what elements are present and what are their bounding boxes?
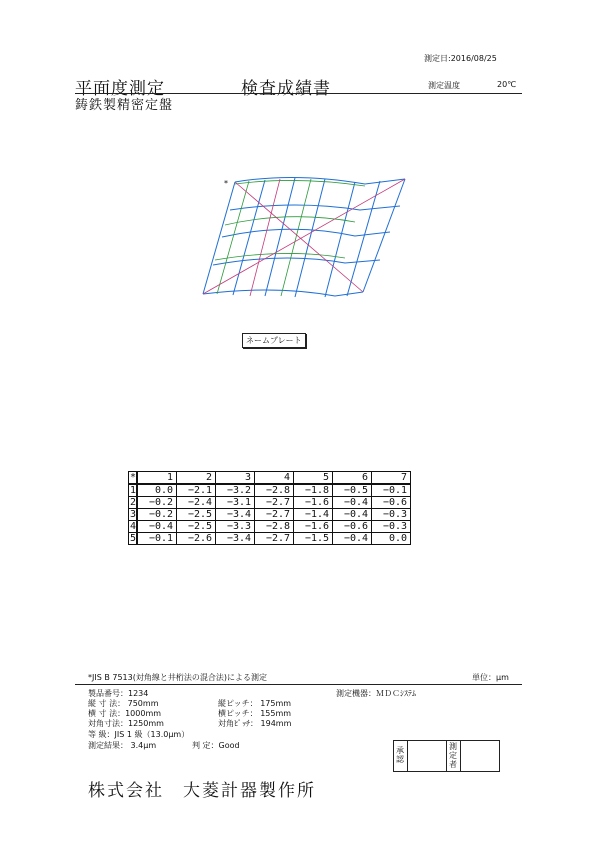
report-title: 検査成績書 xyxy=(241,79,331,99)
measure-date: 測定日:2016/08/25 xyxy=(424,54,497,63)
table-cell: −0.5 xyxy=(333,484,372,497)
table-row xyxy=(129,533,411,545)
table-cell: −2.7 xyxy=(255,497,294,509)
diagonal-pitch: 対角ﾋﾟｯﾁ： 194mm xyxy=(218,719,292,728)
measure-date-label: 測定日 xyxy=(424,54,448,63)
table-cell: −2.8 xyxy=(255,484,294,497)
row-header: 5 xyxy=(130,533,137,544)
table-row xyxy=(129,521,411,533)
temperature-label: 測定温度 xyxy=(428,81,460,90)
column-header: 3 xyxy=(216,472,255,485)
temperature-value: 20℃ xyxy=(497,80,517,89)
table-cell: −2.6 xyxy=(177,533,216,545)
table-cell: 0.0 xyxy=(137,484,177,497)
table-cell: −2.1 xyxy=(177,484,216,497)
table-cell: −2.8 xyxy=(255,521,294,533)
column-header: 7 xyxy=(372,472,411,485)
table-corner: * xyxy=(130,472,137,483)
row-header: 2 xyxy=(130,497,137,508)
corner-mark: * xyxy=(224,179,228,188)
column-header: 4 xyxy=(255,472,294,485)
table-cell: −0.4 xyxy=(333,497,372,509)
table-cell: −2.7 xyxy=(255,533,294,545)
approve-label-cell xyxy=(394,741,408,771)
table-cell: −3.4 xyxy=(216,509,255,521)
column-header: 5 xyxy=(294,472,333,485)
grade: 等 級：JIS 1 級（13.0μm） xyxy=(88,730,190,739)
page-title: 平面度測定 xyxy=(75,79,165,99)
table-header-row xyxy=(129,472,411,485)
table-cell: −0.3 xyxy=(372,509,411,521)
footer-rule xyxy=(75,684,522,685)
product-subtitle: 鋳鉄製精密定盤 xyxy=(75,98,174,113)
table-cell: −0.3 xyxy=(372,521,411,533)
table-cell: −0.2 xyxy=(137,509,177,521)
table-cell: −2.4 xyxy=(177,497,216,509)
company-name: 株式会社 大菱計器製作所 xyxy=(88,781,316,801)
length-dimension: 縦 寸 法： 750mm xyxy=(88,699,159,708)
measurer-label-cell xyxy=(447,741,461,771)
row-header: 1 xyxy=(130,485,137,496)
table-cell: −0.1 xyxy=(372,484,411,497)
table-cell: −0.6 xyxy=(333,521,372,533)
table-cell: −3.2 xyxy=(216,484,255,497)
table-cell: −2.5 xyxy=(177,509,216,521)
table-cell: −1.4 xyxy=(294,509,333,521)
column-header: 1 xyxy=(137,472,177,485)
flatness-surface-diagram xyxy=(195,170,415,310)
diagonal-dimension: 対角寸法：1250mm xyxy=(88,719,164,728)
table-row xyxy=(129,484,411,497)
table-cell: −3.3 xyxy=(216,521,255,533)
table-cell: −0.6 xyxy=(372,497,411,509)
judgment: 判 定：Good xyxy=(192,741,240,750)
table-cell: −1.8 xyxy=(294,484,333,497)
table-cell: −0.4 xyxy=(333,533,372,545)
table-cell: −1.6 xyxy=(294,497,333,509)
measurement-result: 測定結果： 3.4μm xyxy=(88,741,157,750)
approval-box xyxy=(393,740,500,772)
table-cell: −1.6 xyxy=(294,521,333,533)
table-cell: −3.4 xyxy=(216,533,255,545)
instrument: 測定機器：ＭＤＣｼｽﾃﾑ xyxy=(336,689,416,698)
table-cell: −0.4 xyxy=(137,521,177,533)
table-row xyxy=(129,497,411,509)
length-pitch: 縦ピッチ： 175mm xyxy=(218,699,292,708)
approve-label: 承認 xyxy=(396,746,404,764)
width-dimension: 横 寸 法：1000mm xyxy=(88,709,162,718)
approve-sign-cell xyxy=(408,741,447,771)
column-header: 6 xyxy=(333,472,372,485)
measurer-label: 測定者 xyxy=(449,742,457,769)
table-cell: −2.7 xyxy=(255,509,294,521)
table-row xyxy=(129,509,411,521)
method-note: *JIS B 7513(対角線と井桁法の混合法)による測定 xyxy=(88,673,267,682)
product-number: 製品番号：1234 xyxy=(88,689,149,698)
table-cell: −0.2 xyxy=(137,497,177,509)
table-cell: −0.4 xyxy=(333,509,372,521)
nameplate-label: ネームプレート xyxy=(242,333,306,348)
measure-date-value: 2016/08/25 xyxy=(450,54,497,63)
unit-label: 単位：μm xyxy=(472,673,509,682)
table-cell: −2.5 xyxy=(177,521,216,533)
column-header: 2 xyxy=(177,472,216,485)
flatness-table xyxy=(128,471,411,545)
width-pitch: 横ピッチ： 155mm xyxy=(218,709,292,718)
table-cell: −0.1 xyxy=(137,533,177,545)
table-cell: −1.5 xyxy=(294,533,333,545)
row-header: 4 xyxy=(130,521,137,532)
table-cell: −3.1 xyxy=(216,497,255,509)
table-cell: 0.0 xyxy=(372,533,411,545)
row-header: 3 xyxy=(130,509,137,520)
